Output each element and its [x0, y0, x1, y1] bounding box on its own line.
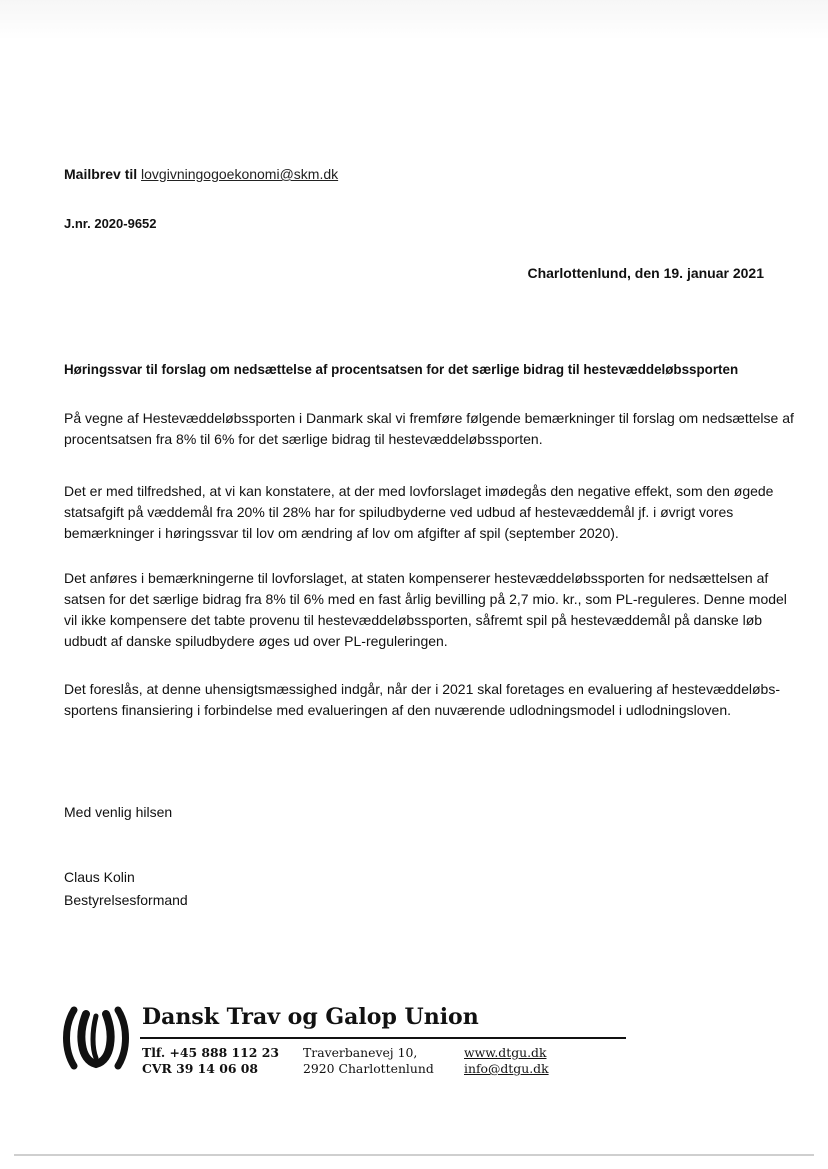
- website-link[interactable]: www.dtgu.dk: [464, 1045, 547, 1060]
- signer-name: Claus Kolin: [64, 869, 135, 885]
- street-address: Traverbanevej 10,: [303, 1045, 418, 1060]
- paragraph-line: statsafgift på væddemål fra 20% til 28% har for spiludbyderne ved udbud af hestevæddemål jf. i øvrigt vores: [64, 504, 734, 520]
- paragraph-line: bemærkninger i høringssvar til lov om ændring af lov om afgifter af spil (september 2020).: [64, 525, 619, 541]
- closing-greeting: Med venlig hilsen: [64, 804, 173, 820]
- paragraph-line: Det foreslås, at denne uhensigtsmæssighed indgår, når der i 2021 skal foretages en evaluering af hestevæddeløbs-: [64, 681, 780, 697]
- mail-recipient-line: [64, 166, 338, 182]
- body-paragraph: [64, 408, 794, 450]
- mail-label: Mailbrev til: [64, 166, 138, 182]
- organization-name: Dansk Trav og Galop Union: [142, 1004, 479, 1030]
- scan-artifact: [0, 0, 828, 40]
- letterhead-rule: [140, 1037, 626, 1039]
- cvr-number: CVR 39 14 06 08: [142, 1061, 258, 1076]
- scan-edge-line: [14, 1154, 814, 1156]
- paragraph-line: satsen for det særlige bidrag fra 8% til 6% med en fast årlig bevilling på 2,7 mio. kr., som PL-reguleres. Denne model: [64, 591, 787, 607]
- journal-number: J.nr. 2020-9652: [64, 216, 157, 231]
- signer-title: Bestyrelsesformand: [64, 892, 188, 908]
- body-paragraph: [64, 679, 780, 721]
- paragraph-line: vil ikke kompensere det tabte provenu til hestevæddeløbssporten, såfremt spil på hestevæddemål på danske løb: [64, 612, 763, 628]
- paragraph-line: Det er med tilfredshed, at vi kan konstatere, at der med lovforslaget imødegås den negative effekt, som den øgede: [64, 483, 774, 499]
- city-address: 2920 Charlottenlund: [303, 1061, 434, 1076]
- paragraph-line: På vegne af Hestevæddeløbssporten i Danmark skal vi fremføre følgende bemærkninger til forslag om nedsættelse af: [64, 410, 794, 426]
- paragraph-line: procentsatsen fra 8% til 6% for det særlige bidrag til hestevæddeløbssporten.: [64, 431, 543, 447]
- paragraph-line: Det anføres i bemærkningerne til lovforslaget, at staten kompenserer hestevæddeløbssporten for nedsættelsen af: [64, 570, 769, 586]
- body-paragraph: [64, 568, 787, 652]
- horseshoe-logo-icon: [60, 1002, 132, 1076]
- contact-column-address: [303, 1045, 434, 1077]
- phone-number: Tlf. +45 888 112 23: [142, 1045, 279, 1060]
- letter-subject: Høringssvar til forslag om nedsættelse af procentsatsen for det særlige bidrag til hestevæddeløbssporten: [64, 362, 739, 377]
- place-date: Charlottenlund, den 19. januar 2021: [527, 265, 764, 281]
- body-paragraph: [64, 481, 774, 544]
- contact-column-web: [464, 1045, 549, 1077]
- contact-column-phone: [142, 1045, 279, 1077]
- paragraph-line: sportens finansiering i forbindelse med evalueringen af den nuværende udlodningsmodel i udlodningsloven.: [64, 702, 731, 718]
- mail-address-link[interactable]: lovgivningogoekonomi@skm.dk: [141, 166, 339, 182]
- email-link[interactable]: info@dtgu.dk: [464, 1061, 549, 1076]
- paragraph-line: udbudt af danske spiludbydere øges ud over PL-reguleringen.: [64, 633, 448, 649]
